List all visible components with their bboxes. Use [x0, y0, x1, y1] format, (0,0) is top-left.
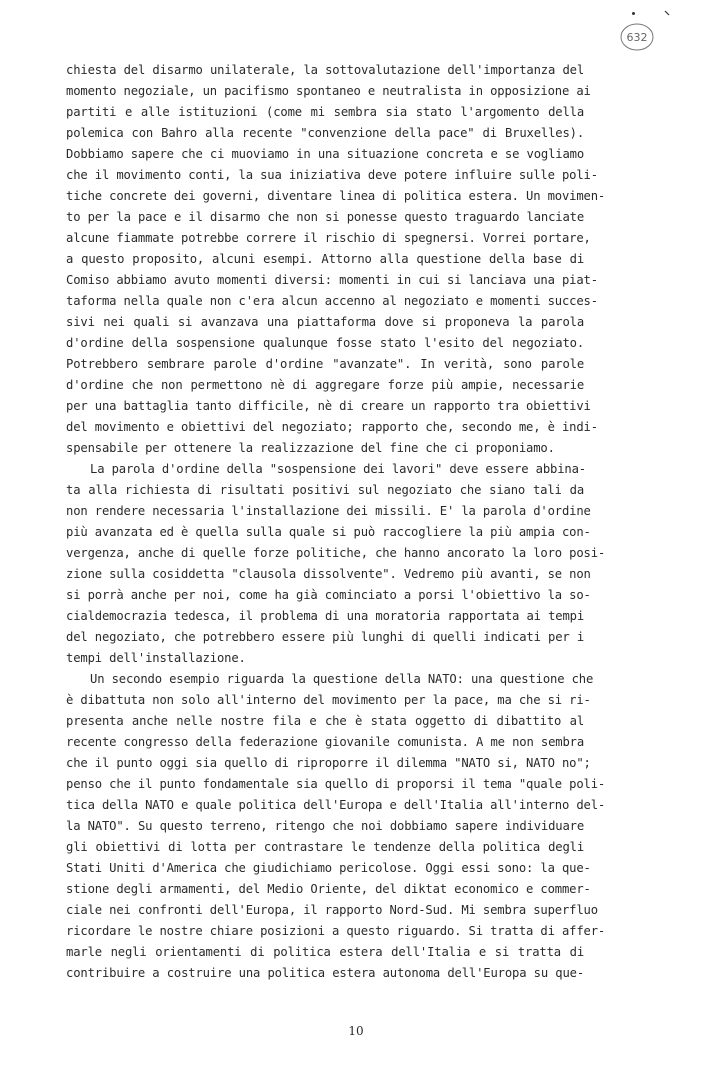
text-line: spensabile per ottenere la realizzazione del fine che ci proponiamo. — [66, 441, 555, 455]
text-line: penso che il punto fondamentale sia quello di proporsi il tema "quale poli- — [66, 777, 606, 791]
text-line: tiche concrete dei governi, diventare linea di politica estera. Un movimen- — [66, 189, 606, 203]
text-line: la NATO". Su questo terreno, ritengo che noi dobbiamo sapere individuare — [66, 819, 584, 833]
text-line: sivi nei quali si avanzava una piattaforma dove si proponeva la parola — [66, 315, 584, 329]
paragraph — [66, 60, 606, 459]
text-line: presenta anche nelle nostre fila e che è stata oggetto di dibattito al — [66, 714, 584, 728]
paragraph — [66, 459, 606, 669]
text-line: alcune fiammate potrebbe correre il rischio di spegnersi. Vorrei portare, — [66, 231, 591, 245]
text-line: Dobbiamo sapere che ci muoviamo in una situazione concreta e se vogliamo — [66, 147, 584, 161]
text-line: a questo proposito, alcuni esempi. Attorno alla questione della base di — [66, 252, 584, 266]
text-line: polemica con Bahro alla recente "convenzione della pace" di Bruxelles). — [66, 126, 584, 140]
text-line: to per la pace e il disarmo che non si ponesse questo traguardo lanciate — [66, 210, 584, 224]
text-line: Potrebbero sembrare parole d'ordine "avanzate". In verità, sono parole — [66, 357, 584, 371]
text-line: contribuire a costruire una politica estera autonoma dell'Europa su que- — [66, 966, 584, 980]
text-line: La parola d'ordine della "sospensione dei lavori" deve essere abbina- — [90, 462, 586, 476]
ink-mark — [664, 10, 670, 16]
text-line: d'ordine della sospensione qualunque fosse stato l'esito del negoziato. — [66, 336, 584, 350]
text-line: cialdemocrazia tedesca, il problema di una moratoria rapportata ai tempi — [66, 609, 584, 623]
text-line: chiesta del disarmo unilaterale, la sottovalutazione dell'importanza del — [66, 63, 584, 77]
text-line: Stati Uniti d'America che giudichiamo pericolose. Oggi essi sono: la que- — [66, 861, 591, 875]
text-line: tica della NATO e quale politica dell'Europa e dell'Italia all'interno del- — [66, 798, 606, 812]
text-line: Un secondo esempio riguarda la questione della NATO: una questione che — [90, 672, 594, 686]
text-line: taforma nella quale non c'era alcun accenno al negoziato e momenti succes- — [66, 294, 598, 308]
page-number: 10 — [348, 1024, 364, 1038]
text-line: stione degli armamenti, del Medio Oriente, del diktat economico e commer- — [66, 882, 591, 896]
body-text — [66, 60, 606, 984]
text-line: marle negli orientamenti di politica estera dell'Italia e si tratta di — [66, 945, 584, 959]
text-line: si porrà anche per noi, come ha già cominciato a porsi l'obiettivo la so- — [66, 588, 591, 602]
text-line: che il punto oggi sia quello di riproporre il dilemma "NATO si, NATO no"; — [66, 756, 591, 770]
text-line: per una battaglia tanto difficile, nè di creare un rapporto tra obiettivi — [66, 399, 591, 413]
text-line: ta alla richiesta di risultati positivi sul negoziato che siano tali da — [66, 483, 584, 497]
page-stamp — [619, 22, 655, 52]
ink-dot — [632, 12, 635, 15]
text-line: ricordare le nostre chiare posizioni a questo riguardo. Si tratta di affer- — [66, 924, 606, 938]
text-line: del negoziato, che potrebbero essere più lunghi di quelli indicati per i — [66, 630, 584, 644]
text-line: non rendere necessaria l'installazione dei missili. E' la parola d'ordine — [66, 504, 591, 518]
text-line: zione sulla cosiddetta "clausola dissolvente". Vedremo più avanti, se non — [66, 567, 591, 581]
text-line: Comiso abbiamo avuto momenti diversi: momenti in cui si lanciava una piat- — [66, 273, 598, 287]
text-line: vergenza, anche di quelle forze politiche, che hanno ancorato la loro posi- — [66, 546, 606, 560]
text-line: momento negoziale, un pacifismo spontaneo e neutralista in opposizione ai — [66, 84, 591, 98]
text-line: gli obiettivi di lotta per contrastare le tendenze della politica degli — [66, 840, 584, 854]
text-line: partiti e alle istituzioni (come mi sembra sia stato l'argomento della — [66, 105, 584, 119]
text-line: ciale nei confronti dell'Europa, il rapporto Nord-Sud. Mi sembra superfluo — [66, 903, 598, 917]
paragraph — [66, 669, 606, 984]
text-line: è dibattuta non solo all'interno del movimento per la pace, ma che si ri- — [66, 693, 591, 707]
text-line: recente congresso della federazione giovanile comunista. A me non sembra — [66, 735, 584, 749]
text-line: del movimento e obiettivi del negoziato; rapporto che, secondo me, è indi- — [66, 420, 598, 434]
text-line: più avanzata ed è quella sulla quale si può raccogliere la più ampia con- — [66, 525, 591, 539]
text-line: tempi dell'installazione. — [66, 651, 246, 665]
text-line: che il movimento conti, la sua iniziativa deve potere influire sulle poli- — [66, 168, 598, 182]
text-line: d'ordine che non permettono nè di aggregare forze più ampie, necessarie — [66, 378, 584, 392]
stamp-number: 632 — [626, 31, 648, 44]
